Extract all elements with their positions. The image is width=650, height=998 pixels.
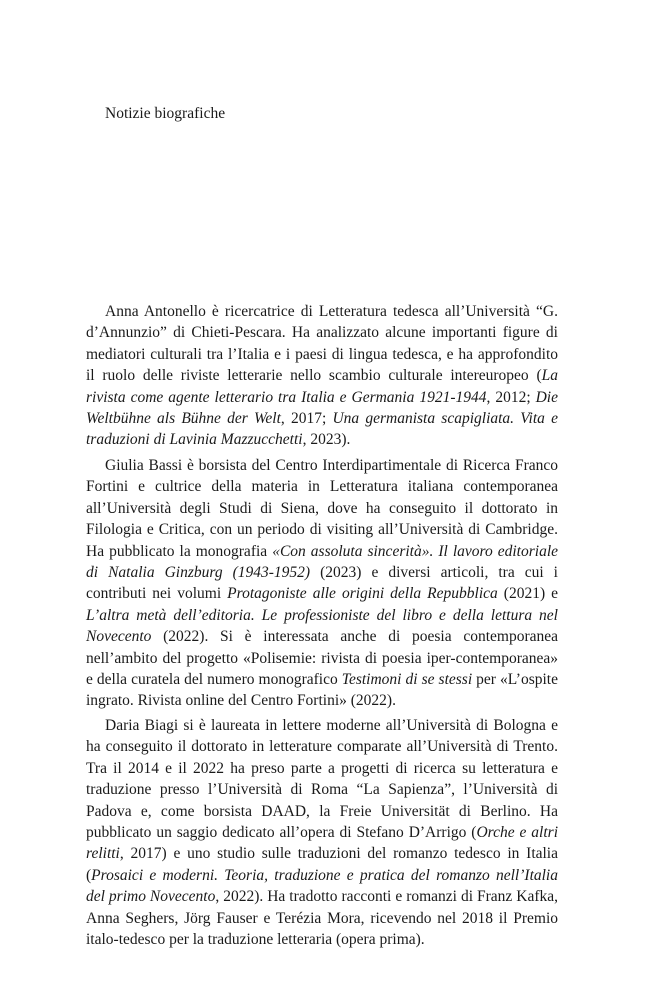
text-span: Giulia Bassi è borsista del Centro Interdipartimentale di Ricerca Franco Fortini e cultrice della materia in Letteratura italiana contemporanea all’Università degli Studi di Siena, dove ha conseguito il dottorato in Filologia e Critica, con un periodo di visiting all’Università di Cambridge. Ha pubblicato la monografia	[86, 457, 558, 560]
italic-title-span: Prosaici e moderni. Teoria, traduzione e pratica del romanzo nell’Italia del primo Novecento	[86, 866, 558, 906]
italic-title-span: Una germanista scapigliata. Vita e traduzioni di Lavinia Mazzucchetti	[86, 410, 558, 449]
italic-title-span: Orche e altri relitti	[86, 824, 558, 863]
bio-paragraph-antonello	[86, 301, 558, 451]
text-span: , 2017) e uno studio sulle traduzioni del romanzo tedesco in Italia (	[86, 845, 558, 884]
text-span: , 2012;	[486, 388, 536, 406]
italic-title-span: La rivista come agente letterario tra Italia e Germania 1921-1944	[86, 367, 558, 406]
italic-title-span: «Con assoluta sincerità». Il lavoro editoriale di Natalia Ginzburg (1943-1952)	[86, 542, 558, 582]
text-span: (2021) e	[497, 585, 558, 603]
italic-title-span: Testimoni di se stessi	[341, 671, 473, 689]
italic-title-span: L’altra metà dell’editoria. Le professioniste del libro e della lettura nel Novecento	[86, 606, 558, 646]
italic-title-span: Protagoniste alle origini della Repubblica	[227, 585, 498, 603]
text-span: , 2022). Ha tradotto racconti e romanzi di Franz Kafka, Anna Seghers, Jörg Fauser e Terézia Mora, ricevendo nel 2018 il Premio italo-tedesco per la traduzione letteraria (opera prima).	[86, 888, 558, 949]
text-span: , 2023).	[302, 431, 351, 449]
text-span: Anna Antonello è ricercatrice di Letteratura tedesca all’Università “G. d’Annunzio” di Chieti-Pescara. Ha analizzato alcune importanti figure di mediatori culturali tra l’Italia e i paesi di lingua tedesca, e ha approfondito il ruolo delle riviste letterarie nello scambio culturale intereuropeo (	[86, 303, 558, 385]
text-span: per «L’ospite ingrato. Rivista online del Centro Fortini» (2022).	[86, 671, 558, 710]
text-span: (2023) e diversi articoli, tra cui i contributi nei volumi	[86, 564, 558, 603]
italic-title-span: Die Weltbühne als Bühne der Welt	[86, 388, 558, 428]
text-span: , 2017;	[280, 410, 333, 428]
page-heading: Notizie biografiche	[105, 105, 226, 122]
bio-paragraph-bassi	[86, 455, 558, 712]
text-span: (2022). Si è interessata anche di poesia contemporanea nell’ambito del progetto «Polisemie: rivista di poesia iper-contemporanea» e della curatela del numero monografico	[86, 628, 558, 689]
bio-paragraph-biagi	[86, 715, 558, 950]
text-span: Daria Biagi si è laureata in lettere moderne all’Università di Bologna e ha conseguito il dottorato in letterature comparate all’Università di Trento. Tra il 2014 e il 2022 ha preso parte a progetti di ricerca su letteratura e traduzione presso l’Università di Roma “La Sapienza”, l’Università di Padova e, come borsista DAAD, la Freie Universität di Berlino. Ha pubblicato un saggio dedicato all’opera di Stefano D’Arrigo (	[86, 717, 558, 842]
